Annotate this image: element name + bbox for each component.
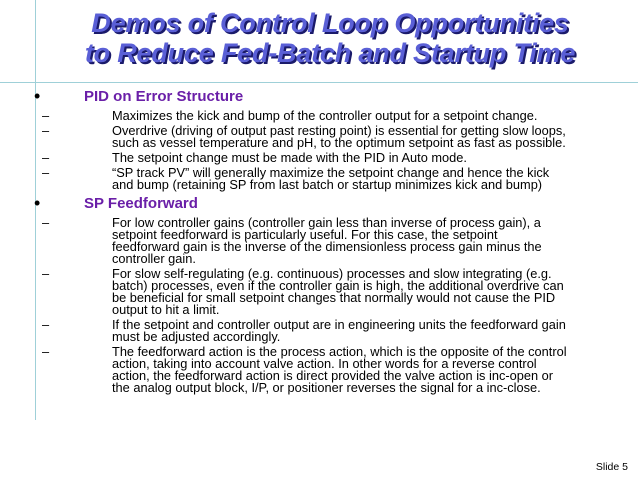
section-heading: SP Feedforward <box>84 195 198 212</box>
list-item-text: the analog output block, I/P, or positioner reverses the signal for a inc-close. <box>112 380 541 395</box>
list-item <box>34 217 619 265</box>
list-item-text: must be adjusted accordingly. <box>112 329 281 344</box>
dash-icon: – <box>42 215 50 230</box>
list-item-text: batch) processes, even if the controller gain is high, the additional overdrive can <box>112 278 564 293</box>
list-item <box>34 152 619 164</box>
slide-title <box>40 8 620 68</box>
list-item-text: For slow self-regulating (e.g. continuous) processes and slow integrating (e.g. <box>112 266 552 281</box>
section-pid-on-error <box>34 88 619 107</box>
list-item-text: Overdrive (driving of output past resting point) is essential for getting slow loops, <box>112 123 566 138</box>
list-item <box>34 125 619 149</box>
slide-number: Slide 5 <box>595 461 628 473</box>
list-item-text: such as vessel temperature and pH, to the optimum setpoint as fast as possible. <box>112 135 566 150</box>
dash-icon: – <box>42 123 50 138</box>
list-item-text: action, the feedforward action is direct provided the valve action is inc-open or <box>112 368 554 383</box>
list-item-text: output to hit a limit. <box>112 302 220 317</box>
slide-title-line-2: to Reduce Fed-Batch and Startup Time <box>84 38 576 68</box>
section-sp-feedforward <box>34 195 619 214</box>
dash-icon: – <box>42 317 50 332</box>
list-item-text: The feedforward action is the process action, which is the opposite of the control <box>112 344 567 359</box>
list-item <box>34 319 619 343</box>
bullet-icon: • <box>34 193 41 213</box>
dash-icon: – <box>42 108 50 123</box>
section-heading: PID on Error Structure <box>84 88 244 105</box>
slide-title-line-1: Demos of Control Loop Opportunities <box>91 8 569 38</box>
dash-icon: – <box>42 150 50 165</box>
list-item-text: setpoint feedforward is particularly useful. For this case, the setpoint <box>112 227 498 242</box>
bullet-icon: • <box>34 86 41 106</box>
list-item <box>34 346 619 394</box>
list-item <box>34 110 619 122</box>
list-item-text: “SP track PV” will generally maximize the setpoint change and hence the kick <box>112 165 550 180</box>
list-item-text: action, taking into account valve action. In other words for a reverse control <box>112 356 537 371</box>
list-item-text: controller gain. <box>112 251 196 266</box>
list-item-text: and bump (retaining SP from last batch or startup minimizes kick and bump) <box>112 177 543 192</box>
dash-icon: – <box>42 165 50 180</box>
list-item-text: For low controller gains (controller gain less than inverse of process gain), a <box>112 215 541 230</box>
list-item-text: If the setpoint and controller output are in engineering units the feedforward gain <box>112 317 566 332</box>
list-item-text: be beneficial for small setpoint changes that normally would not cause the PID <box>112 290 556 305</box>
list-item <box>34 167 619 191</box>
list-item <box>34 268 619 316</box>
slide-body <box>34 87 619 394</box>
list-item-text: The setpoint change must be made with the PID in Auto mode. <box>112 150 467 165</box>
dash-icon: – <box>42 266 50 281</box>
list-item-text: Maximizes the kick and bump of the controller output for a setpoint change. <box>112 108 538 123</box>
list-item-text: feedforward gain is the inverse of the dimensionless process gain minus the <box>112 239 542 254</box>
horizontal-rule <box>0 82 638 83</box>
dash-icon: – <box>42 344 50 359</box>
